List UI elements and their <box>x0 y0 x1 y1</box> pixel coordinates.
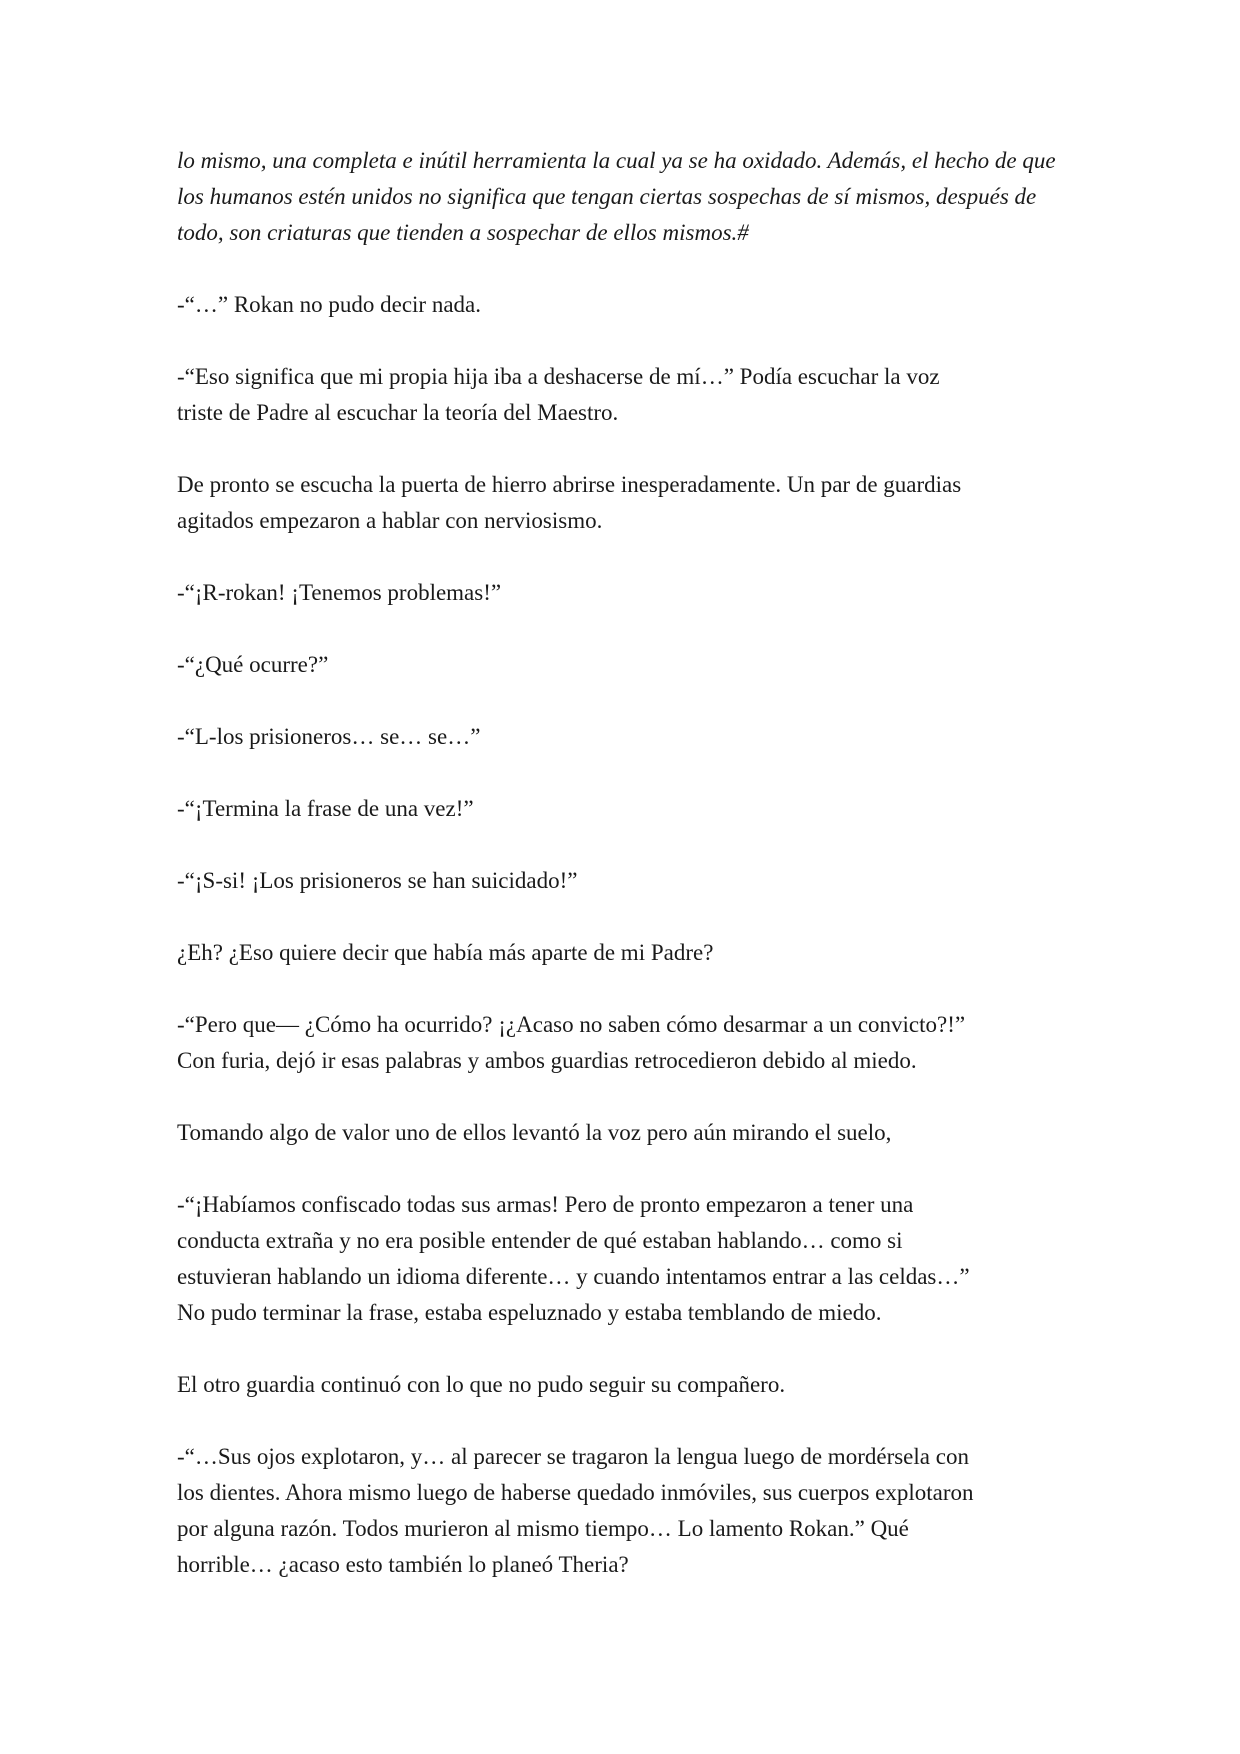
text-line: Con furia, dejó ir esas palabras y ambos guardias retrocedieron debido al miedo. <box>177 1048 917 1073</box>
text-line: -“¡R-rokan! ¡Tenemos problemas!” <box>177 580 502 605</box>
text-line: todo, son criaturas que tienden a sospechar de ellos mismos.# <box>177 220 749 245</box>
text-line: Tomando algo de valor uno de ellos levantó la voz pero aún mirando el suelo, <box>177 1120 892 1145</box>
text-line: -“¡Termina la frase de una vez!” <box>177 796 474 821</box>
text-line: por alguna razón. Todos murieron al mismo tiempo… Lo lamento Rokan.” Qué <box>177 1516 909 1541</box>
text-line: -“…Sus ojos explotaron, y… al parecer se tragaron la lengua luego de mordérsela con <box>177 1444 969 1469</box>
paragraph-dialogue <box>177 647 1077 683</box>
text-line: triste de Padre al escuchar la teoría del Maestro. <box>177 400 619 425</box>
text-line: ¿Eh? ¿Eso quiere decir que había más aparte de mi Padre? <box>177 940 714 965</box>
text-line: -“L-los prisioneros… se… se…” <box>177 724 481 749</box>
paragraph-dialogue <box>177 1007 1077 1079</box>
paragraph-narration <box>177 1367 1077 1403</box>
text-line: conducta extraña y no era posible entender de qué estaban hablando… como si <box>177 1228 903 1253</box>
paragraph-dialogue <box>177 1187 1077 1331</box>
text-line: los humanos estén unidos no significa que tengan ciertas sospechas de sí mismos, después de <box>177 184 1037 209</box>
paragraph-dialogue <box>177 575 1077 611</box>
text-line: lo mismo, una completa e inútil herramienta la cual ya se ha oxidado. Además, el hecho de que <box>177 148 1056 173</box>
text-line: No pudo terminar la frase, estaba espeluznado y estaba temblando de miedo. <box>177 1300 882 1325</box>
text-line: los dientes. Ahora mismo luego de haberse quedado inmóviles, sus cuerpos explotaron <box>177 1480 974 1505</box>
paragraph-dialogue <box>177 791 1077 827</box>
paragraph-dialogue <box>177 863 1077 899</box>
paragraph-italic-narration <box>177 143 1077 251</box>
paragraph-dialogue <box>177 287 1077 323</box>
text-line: -“¿Qué ocurre?” <box>177 652 329 677</box>
text-line: De pronto se escucha la puerta de hierro abrirse inesperadamente. Un par de guardias <box>177 472 962 497</box>
text-line: -“¡S-si! ¡Los prisioneros se han suicidado!” <box>177 868 578 893</box>
text-line: -“…” Rokan no pudo decir nada. <box>177 292 482 317</box>
paragraph-dialogue <box>177 719 1077 755</box>
document-page <box>177 143 1077 1619</box>
text-line: horrible… ¿acaso esto también lo planeó Theria? <box>177 1552 629 1577</box>
text-line: -“Eso significa que mi propia hija iba a deshacerse de mí…” Podía escuchar la voz <box>177 364 940 389</box>
paragraph-narration <box>177 467 1077 539</box>
paragraph-dialogue <box>177 359 1077 431</box>
paragraph-narration <box>177 935 1077 971</box>
text-line: estuvieran hablando un idioma diferente… y cuando intentamos entrar a las celdas…” <box>177 1264 970 1289</box>
text-line: -“¡Habíamos confiscado todas sus armas! Pero de pronto empezaron a tener una <box>177 1192 914 1217</box>
paragraph-narration <box>177 1115 1077 1151</box>
paragraph-dialogue <box>177 1439 1077 1583</box>
text-line: -“Pero que— ¿Cómo ha ocurrido? ¡¿Acaso no saben cómo desarmar a un convicto?!” <box>177 1012 966 1037</box>
text-line: agitados empezaron a hablar con nerviosismo. <box>177 508 603 533</box>
text-line: El otro guardia continuó con lo que no pudo seguir su compañero. <box>177 1372 786 1397</box>
